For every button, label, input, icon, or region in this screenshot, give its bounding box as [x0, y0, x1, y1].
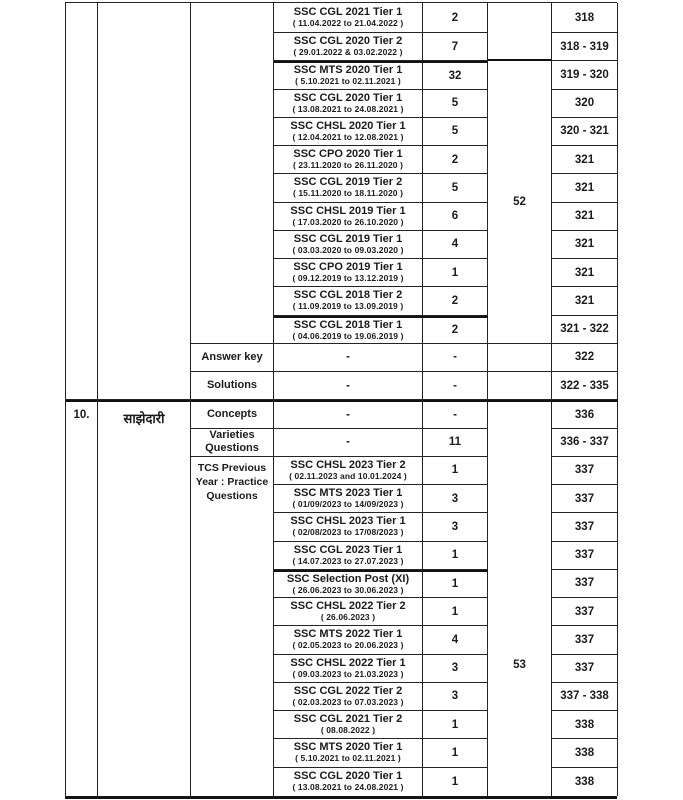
exam-dates: ( 02.05.2023 to 20.06.2023 ): [292, 640, 404, 651]
exam-name: SSC CHSL 2023 Tier 2: [290, 458, 406, 471]
question-count: 1: [423, 768, 488, 796]
exam-dates: ( 03.03.2020 to 09.03.2020 ): [292, 244, 404, 255]
section-total-count: 53: [488, 400, 552, 796]
page-number: 321: [552, 174, 618, 202]
exam-name: SSC MTS 2020 Tier 1: [293, 741, 403, 754]
exam-cell: [274, 146, 423, 174]
exam-name: SSC CHSL 2022 Tier 2: [290, 600, 406, 613]
exam-cell: [274, 457, 423, 485]
serial-cell-empty: [66, 3, 98, 400]
exam-dates: ( 12.04.2021 to 12.08.2021 ): [292, 131, 404, 142]
exam-name: SSC CGL 2021 Tier 2: [293, 713, 403, 726]
page-number: 321 - 322: [552, 316, 618, 344]
exam-cell: [274, 259, 423, 287]
exam-cell: [274, 768, 423, 796]
exam-name: SSC MTS 2023 Tier 1: [293, 487, 403, 500]
exam-dates: ( 08.08.2022 ): [320, 725, 376, 736]
exam-dates: ( 13.08.2021 to 24.08.2021 ): [292, 782, 404, 793]
question-count: 3: [423, 485, 488, 513]
page-number: 337: [552, 457, 618, 485]
question-count: 1: [423, 598, 488, 626]
page-number: 337: [552, 570, 618, 598]
question-count: 32: [423, 61, 488, 89]
page-number: 337: [552, 626, 618, 654]
exam-dates: ( 15.11.2020 to 18.11.2020 ): [292, 188, 404, 199]
exam-cell: [274, 485, 423, 513]
page-number: 321: [552, 203, 618, 231]
exam-cell: [274, 118, 423, 146]
page-number: 320 - 321: [552, 118, 618, 146]
question-count: 3: [423, 655, 488, 683]
category-label: Concepts: [191, 400, 274, 428]
page-number: 322: [552, 344, 618, 372]
exam-name: SSC CPO 2019 Tier 1: [293, 261, 403, 274]
exam-dates: ( 04.06.2019 to 19.06.2019 ): [292, 330, 404, 341]
page-number: 338: [552, 739, 618, 767]
exam-cell: [274, 570, 423, 598]
question-count: 5: [423, 174, 488, 202]
exam-cell: [274, 598, 423, 626]
exam-cell: [274, 33, 423, 61]
page-number: 321: [552, 287, 618, 315]
question-count: 2: [423, 3, 488, 33]
page-number: 338: [552, 768, 618, 796]
exam-dates: ( 02.11.2023 and 10.01.2024 ): [289, 470, 407, 481]
question-count: -: [423, 372, 488, 400]
question-count: 6: [423, 203, 488, 231]
exam-cell: [274, 174, 423, 202]
question-count: 4: [423, 626, 488, 654]
page-number: 319 - 320: [552, 61, 618, 89]
book-index-table: [65, 2, 617, 799]
exam-name: SSC CHSL 2020 Tier 1: [290, 119, 406, 132]
exam-cell: [274, 739, 423, 767]
section-total-count: 52: [488, 61, 552, 344]
exam-placeholder-dash: -: [274, 372, 423, 400]
exam-name: SSC CGL 2022 Tier 2: [293, 684, 403, 697]
exam-dates: ( 17.03.2020 to 26.10.2020 ): [292, 216, 404, 227]
total-cell-empty: [488, 344, 552, 372]
exam-name: SSC CGL 2018 Tier 1: [293, 318, 403, 331]
exam-name: SSC CGL 2019 Tier 2: [293, 176, 403, 189]
exam-dates: ( 23.11.2020 to 26.11.2020 ): [292, 160, 404, 171]
question-count: -: [423, 344, 488, 372]
question-count: 2: [423, 146, 488, 174]
exam-name: SSC CHSL 2023 Tier 1: [290, 515, 406, 528]
page-number: 318 - 319: [552, 33, 618, 61]
exam-name: SSC CGL 2020 Tier 1: [293, 91, 403, 104]
page-number: 336 - 337: [552, 429, 618, 457]
question-count: 1: [423, 259, 488, 287]
exam-placeholder-dash: -: [274, 344, 423, 372]
category-label: Answer key: [191, 344, 274, 372]
page-number: 336: [552, 400, 618, 428]
exam-dates: ( 29.01.2022 & 03.02.2022 ): [293, 47, 403, 58]
question-count: 5: [423, 118, 488, 146]
exam-name: SSC CGL 2018 Tier 2: [293, 289, 403, 302]
question-count: 5: [423, 90, 488, 118]
exam-cell: [274, 231, 423, 259]
exam-name: SSC CHSL 2019 Tier 1: [290, 204, 406, 217]
exam-name: SSC CGL 2023 Tier 1: [293, 543, 403, 556]
page-number: 322 - 335: [552, 372, 618, 400]
page-number: 337: [552, 513, 618, 541]
exam-cell: [274, 626, 423, 654]
exam-cell: [274, 61, 423, 89]
category-label: Varieties Questions: [191, 429, 274, 457]
exam-name: SSC Selection Post (XI): [286, 572, 410, 585]
exam-cell: [274, 683, 423, 711]
question-count: 7: [423, 33, 488, 61]
question-count: 4: [423, 231, 488, 259]
exam-dates: ( 13.08.2021 to 24.08.2021 ): [292, 103, 404, 114]
question-count: 2: [423, 316, 488, 344]
exam-cell: [274, 90, 423, 118]
page-number: 337: [552, 485, 618, 513]
serial-number: 10.: [66, 400, 98, 796]
topic-name: साझेदारी: [98, 400, 191, 796]
exam-name: SSC MTS 2022 Tier 1: [293, 628, 403, 641]
exam-cell: [274, 711, 423, 739]
total-cell-empty: [488, 372, 552, 400]
page-number: 320: [552, 90, 618, 118]
question-count: 3: [423, 683, 488, 711]
category-cell-empty: [191, 3, 274, 344]
exam-name: SSC CGL 2021 Tier 1: [293, 6, 403, 18]
question-count: 1: [423, 711, 488, 739]
topic-cell-empty: [98, 3, 191, 400]
question-count: 1: [423, 739, 488, 767]
exam-cell: [274, 655, 423, 683]
exam-name: SSC CGL 2019 Tier 1: [293, 232, 403, 245]
page-number: 337 - 338: [552, 683, 618, 711]
exam-name: SSC CPO 2020 Tier 1: [293, 148, 403, 161]
exam-cell: [274, 513, 423, 541]
exam-name: SSC CGL 2020 Tier 1: [293, 770, 403, 783]
exam-dates: ( 02/08/2023 to 17/08/2023 ): [292, 527, 404, 538]
page-number: 337: [552, 655, 618, 683]
exam-dates: ( 11.09.2019 to 13.09.2019 ): [292, 301, 404, 312]
exam-dates: ( 11.04.2022 to 21.04.2022 ): [292, 18, 404, 28]
exam-name: SSC MTS 2020 Tier 1: [293, 64, 403, 77]
page-number: 318: [552, 3, 618, 33]
exam-name: SSC CGL 2020 Tier 2: [293, 35, 403, 48]
category-label-tcs-previous-year: TCS Previous Year : Practice Questions: [191, 457, 274, 796]
exam-dates: ( 09.03.2023 to 21.03.2023 ): [292, 668, 404, 679]
question-count: 11: [423, 429, 488, 457]
exam-name: SSC CHSL 2022 Tier 1: [290, 656, 406, 669]
exam-dates: ( 5.10.2021 to 02.11.2021 ): [295, 753, 401, 764]
total-cell-empty: [488, 3, 552, 61]
exam-dates: ( 09.12.2019 to 13.12.2019 ): [292, 273, 404, 284]
exam-dates: ( 5.10.2021 to 02.11.2021 ): [295, 76, 401, 87]
question-count: 2: [423, 287, 488, 315]
question-count: 1: [423, 570, 488, 598]
question-count: -: [423, 400, 488, 428]
page-number: 321: [552, 146, 618, 174]
exam-placeholder-dash: -: [274, 400, 423, 428]
exam-cell: [274, 287, 423, 315]
page-number: 321: [552, 231, 618, 259]
exam-cell: [274, 542, 423, 570]
page-number: 321: [552, 259, 618, 287]
page-number: 337: [552, 598, 618, 626]
exam-cell: [274, 3, 423, 33]
exam-dates: ( 26.06.2023 to 30.06.2023 ): [292, 584, 404, 595]
question-count: 1: [423, 542, 488, 570]
exam-dates: ( 01/09/2023 to 14/09/2023 ): [292, 499, 404, 510]
exam-dates: ( 02.03.2023 to 07.03.2023 ): [292, 696, 404, 707]
category-label: Solutions: [191, 372, 274, 400]
exam-cell: [274, 203, 423, 231]
question-count: 1: [423, 457, 488, 485]
page-number: 337: [552, 542, 618, 570]
question-count: 3: [423, 513, 488, 541]
exam-placeholder-dash: -: [274, 429, 423, 457]
exam-cell: [274, 316, 423, 344]
exam-dates: ( 26.06.2023 ): [320, 612, 376, 623]
page-number: 338: [552, 711, 618, 739]
exam-dates: ( 14.07.2023 to 27.07.2023 ): [292, 555, 404, 566]
